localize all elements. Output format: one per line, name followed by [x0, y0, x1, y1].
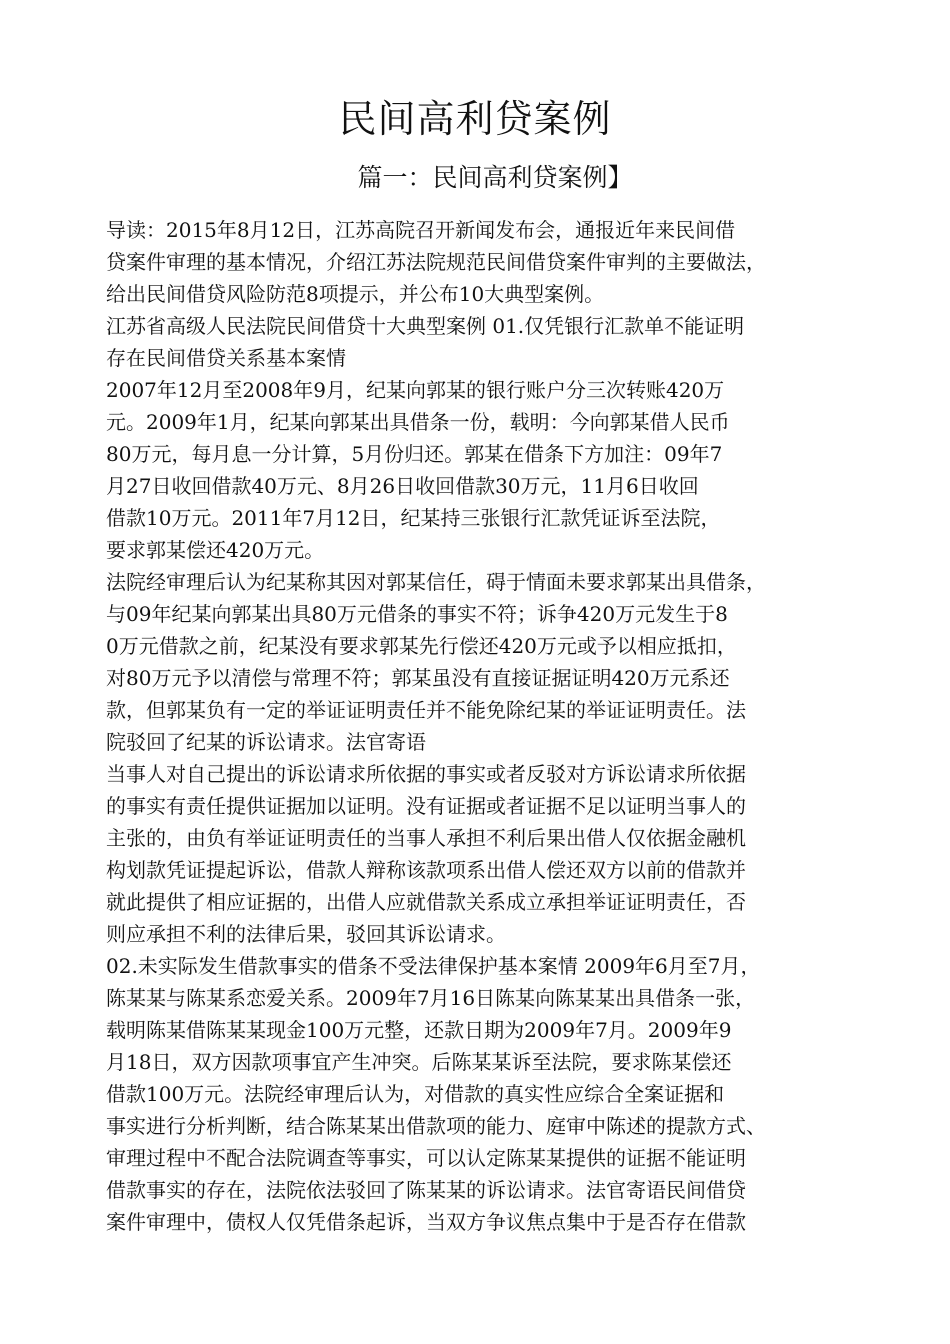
body-line: 法院经审理后认为纪某称其因对郭某信任，碍于情面未要求郭某出具借条， [106, 570, 766, 594]
body-line: 月27日收回借款40万元、8月26日收回借款30万元，11月6日收回 [106, 474, 699, 498]
body-line: 事实进行分析判断，结合陈某某出借款项的能力、庭审中陈述的提款方式、 [106, 1114, 766, 1138]
body-line: 要求郭某偿还420万元。 [106, 538, 325, 562]
body-line: 主张的，由负有举证证明责任的当事人承担不利后果出借人仅依据金融机 [106, 826, 746, 850]
body-line: 款，但郭某负有一定的举证证明责任并不能免除纪某的举证证明责任。法 [106, 698, 746, 722]
body-line: 借款事实的存在，法院依法驳回了陈某某的诉讼请求。法官寄语民间借贷 [106, 1178, 746, 1202]
body-line: 江苏省高级人民法院民间借贷十大典型案例 01.仅凭银行汇款单不能证明 [106, 314, 745, 338]
document-subtitle: 篇一：民间高利贷案例】 [357, 163, 633, 192]
body-line: 导读：2015年8月12日，江苏高院召开新闻发布会，通报近年来民间借 [106, 218, 736, 242]
body-line: 存在民间借贷关系基本案情 [106, 346, 346, 370]
body-line: 当事人对自己提出的诉讼请求所依据的事实或者反驳对方诉讼请求所依据 [106, 762, 746, 786]
body-line: 审理过程中不配合法院调查等事实，可以认定陈某某提供的证据不能证明 [106, 1146, 746, 1170]
body-line: 与09年纪某向郭某出具80万元借条的事实不符；诉争420万元发生于8 [106, 602, 728, 626]
body-line: 陈某某与陈某系恋爱关系。2009年7月16日陈某向陈某某出具借条一张， [106, 986, 756, 1010]
body-line: 0万元借款之前，纪某没有要求郭某先行偿还420万元或予以相应抵扣， [106, 634, 737, 658]
body-line: 贷案件审理的基本情况，介绍江苏法院规范民间借贷案件审判的主要做法， [106, 250, 766, 274]
body-line: 案件审理中，债权人仅凭借条起诉，当双方争议焦点集中于是否存在借款 [106, 1210, 746, 1234]
body-line: 给出民间借贷风险防范8项提示，并公布10大典型案例。 [106, 282, 605, 306]
body-line: 02.未实际发生借款事实的借条不受法律保护基本案情 2009年6月至7月， [106, 954, 761, 978]
body-line: 借款10万元。2011年7月12日，纪某持三张银行汇款凭证诉至法院， [106, 506, 721, 530]
body-line: 借款100万元。法院经审理后认为，对借款的真实性应综合全案证据和 [106, 1082, 725, 1106]
body-line: 则应承担不利的法律后果，驳回其诉讼请求。 [106, 922, 506, 946]
document-body [106, 214, 866, 1238]
body-line: 元。2009年1月，纪某向郭某出具借条一份，载明：今向郭某借人民币 [106, 410, 730, 434]
body-line: 80万元，每月息一分计算，5月份归还。郭某在借条下方加注：09年7 [106, 442, 723, 466]
body-line: 载明陈某借陈某某现金100万元整，还款日期为2009年7月。2009年9 [106, 1018, 732, 1042]
body-line: 月18日，双方因款项事宜产生冲突。后陈某某诉至法院，要求陈某偿还 [106, 1050, 732, 1074]
document-title: 民间高利贷案例 [338, 97, 612, 141]
body-line: 的事实有责任提供证据加以证明。没有证据或者证据不足以证明当事人的 [106, 794, 746, 818]
body-line: 2007年12月至2008年9月，纪某向郭某的银行账户分三次转账420万 [106, 378, 725, 402]
body-line: 就此提供了相应证据的，出借人应就借款关系成立承担举证证明责任，否 [106, 890, 746, 914]
body-line: 对80万元予以清偿与常理不符；郭某虽没有直接证据证明420万元系还 [106, 666, 730, 690]
body-line: 院驳回了纪某的诉讼请求。法官寄语 [106, 730, 426, 754]
body-line: 构划款凭证提起诉讼，借款人辩称该款项系出借人偿还双方以前的借款并 [106, 858, 746, 882]
